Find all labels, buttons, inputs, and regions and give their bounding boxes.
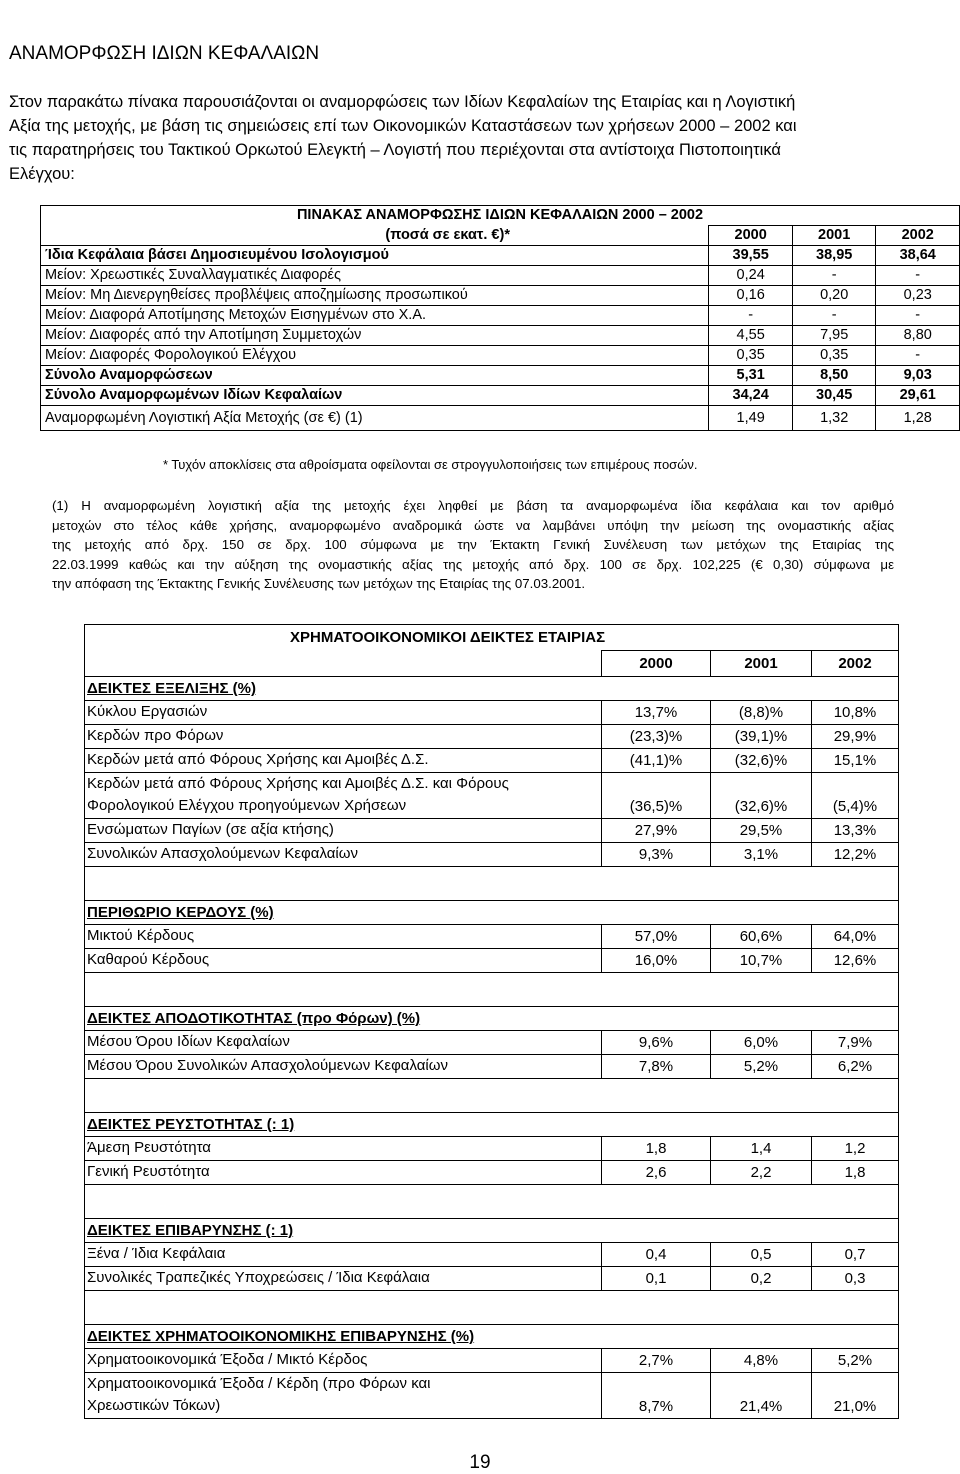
row-label: Μείον: Διαφορές Φορολογικού Ελέγχου xyxy=(41,346,709,366)
restatement-row xyxy=(41,346,960,366)
ratio-row xyxy=(85,701,899,725)
row-value: 1,28 xyxy=(876,406,960,431)
row-value: 8,50 xyxy=(792,366,876,386)
intro-line: Στον παρακάτω πίνακα παρουσιάζονται οι αναμορφώσεις των Ιδίων Κεφαλαίων της Εταιρίας και η Λογιστική xyxy=(9,93,796,111)
section-header-row xyxy=(85,1113,899,1137)
ratio-value: (32,6)% xyxy=(711,773,812,819)
row-value: 0,35 xyxy=(709,346,793,366)
ratio-label xyxy=(85,701,602,725)
ratio-value: 64,0% xyxy=(812,925,899,949)
ratio-row xyxy=(85,749,899,773)
row-value: 38,64 xyxy=(876,246,960,266)
section-title: ΔΕΙΚΤΕΣ ΡΕΥΣΤΟΤΗΤΑΣ (: 1) xyxy=(85,1113,899,1137)
ratio-label xyxy=(85,843,602,867)
ratio-value: (8,8)% xyxy=(711,701,812,725)
year-header: 2000 xyxy=(709,226,793,246)
note-line: 22.03.1999 καθώς και την αύξηση της ονομαστικής αξίας της μετοχής από δρχ. 100 σε δρχ. 102,225 (€ 0,30) σύμφωνα με xyxy=(52,556,894,572)
restatement-row xyxy=(41,266,960,286)
ratio-row xyxy=(85,1243,899,1267)
ratio-value: 15,1% xyxy=(812,749,899,773)
restatement-row xyxy=(41,246,960,266)
row-value: 0,16 xyxy=(709,286,793,306)
ratio-row xyxy=(85,725,899,749)
section-spacer xyxy=(85,867,899,901)
ratio-value: 10,7% xyxy=(711,949,812,973)
ratio-label-line: Χρηματοοικονομικά Έξοδα / Μικτό Κέρδος xyxy=(87,1351,368,1368)
ratio-label-line: Κερδών μετά από Φόρους Χρήσης και Αμοιβές Δ.Σ. και Φόρους xyxy=(87,775,509,792)
ratio-row xyxy=(85,843,899,867)
ratio-label-line: Ξένα / Ίδια Κεφάλαια xyxy=(87,1245,226,1262)
restatement-row xyxy=(41,326,960,346)
ratio-value: 6,0% xyxy=(711,1031,812,1055)
ratio-row xyxy=(85,925,899,949)
ratio-label xyxy=(85,1031,602,1055)
ratio-value: 0,7 xyxy=(812,1243,899,1267)
ratio-value: 6,2% xyxy=(812,1055,899,1079)
ratio-row xyxy=(85,1349,899,1373)
restatement-row xyxy=(41,386,960,406)
ratio-value: 21,0% xyxy=(812,1373,899,1419)
year-header: 2001 xyxy=(792,226,876,246)
row-label: Μείον: Χρεωστικές Συναλλαγματικές Διαφορές xyxy=(41,266,709,286)
ratio-label-line: Καθαρού Κέρδους xyxy=(87,951,210,968)
ratio-row xyxy=(85,1267,899,1291)
restatement-row xyxy=(41,306,960,326)
ratio-value: 3,1% xyxy=(711,843,812,867)
ratio-value: 2,7% xyxy=(602,1349,711,1373)
ratio-value: 1,8 xyxy=(812,1161,899,1185)
ratio-value: 1,8 xyxy=(602,1137,711,1161)
ratio-value: 21,4% xyxy=(711,1373,812,1419)
row-label: Μείον: Διαφορές από την Αποτίμηση Συμμετοχών xyxy=(41,326,709,346)
row-value: - xyxy=(792,266,876,286)
ratio-row xyxy=(85,1031,899,1055)
ratio-label xyxy=(85,773,602,819)
ratio-value: 0,1 xyxy=(602,1267,711,1291)
ratio-label-line: Ενσώματων Παγίων (σε αξία κτήσης) xyxy=(87,821,334,838)
ratio-label xyxy=(85,1267,602,1291)
ratio-value: 2,6 xyxy=(602,1161,711,1185)
ratio-value: 7,9% xyxy=(812,1031,899,1055)
ratio-label-line: Γενική Ρευστότητα xyxy=(87,1163,210,1180)
table1-subtitle: (ποσά σε εκατ. €)* xyxy=(41,226,709,246)
ratio-value: (36,5)% xyxy=(602,773,711,819)
row-value: - xyxy=(792,306,876,326)
ratio-label-line: Συνολικών Απασχολούμενων Κεφαλαίων xyxy=(87,845,358,862)
section-header-row xyxy=(85,1325,899,1349)
section-spacer xyxy=(85,973,899,1007)
row-value: 1,49 xyxy=(709,406,793,431)
ratio-value: 0,3 xyxy=(812,1267,899,1291)
ratio-label-line: Άμεση Ρευστότητα xyxy=(87,1139,211,1156)
ratio-value: 2,2 xyxy=(711,1161,812,1185)
ratio-value: 8,7% xyxy=(602,1373,711,1419)
ratio-label xyxy=(85,925,602,949)
year-header: 2002 xyxy=(812,651,899,677)
ratio-value: 0,2 xyxy=(711,1267,812,1291)
row-value: 5,31 xyxy=(709,366,793,386)
section-spacer xyxy=(85,1185,899,1219)
restatement-row xyxy=(41,286,960,306)
row-value: - xyxy=(876,266,960,286)
ratio-label xyxy=(85,1243,602,1267)
row-value: 4,55 xyxy=(709,326,793,346)
ratio-value: (5,4)% xyxy=(812,773,899,819)
section-header-row xyxy=(85,1219,899,1243)
row-label: Αναμορφωμένη Λογιστική Αξία Μετοχής (σε €) (1) xyxy=(41,406,709,431)
row-value: 38,95 xyxy=(792,246,876,266)
ratio-value: (41,1)% xyxy=(602,749,711,773)
ratio-value: (32,6)% xyxy=(711,749,812,773)
row-label: Μείον: Μη Διενεργηθείσες προβλέψεις αποζημίωσης προσωπικού xyxy=(41,286,709,306)
ratio-value: 27,9% xyxy=(602,819,711,843)
ratio-value: 0,4 xyxy=(602,1243,711,1267)
section-title: ΠΕΡΙΘΩΡΙΟ ΚΕΡΔΟΥΣ (%) xyxy=(85,901,899,925)
note-line: μετοχών στο τέλος κάθε χρήσης, αναμορφωμένο αναδρομικά ώστε να λαμβάνει υπόψη την μείωση της ονομαστικής αξίας xyxy=(52,517,894,533)
ratio-label-line: Κερδών μετά από Φόρους Χρήσης και Αμοιβές Δ.Σ. xyxy=(87,751,429,768)
section-header-row xyxy=(85,1007,899,1031)
ratio-row xyxy=(85,1055,899,1079)
intro-line: Αξία της μετοχής, με βάση τις σημειώσεις επί των Οικονομικών Καταστάσεων των χρήσεων 2000 – 2002 και xyxy=(9,117,797,135)
section-title: ΔΕΙΚΤΕΣ ΕΞΕΛΙΞΗΣ (%) xyxy=(85,677,899,701)
ratio-value: 12,2% xyxy=(812,843,899,867)
restatement-row xyxy=(41,406,960,431)
row-value: 29,61 xyxy=(876,386,960,406)
share-value-note xyxy=(52,496,894,594)
restatement-row xyxy=(41,366,960,386)
ratio-value: (23,3)% xyxy=(602,725,711,749)
ratio-label xyxy=(85,1373,602,1419)
table1-title: ΠΙΝΑΚΑΣ ΑΝΑΜΟΡΦΩΣΗΣ ΙΔΙΩΝ ΚΕΦΑΛΑΙΩΝ 2000 – 2002 xyxy=(41,206,960,226)
row-label: Μείον: Διαφορά Αποτίμησης Μετοχών Εισηγμένων στο Χ.Α. xyxy=(41,306,709,326)
ratio-label xyxy=(85,949,602,973)
row-value: 8,80 xyxy=(876,326,960,346)
row-label: Ίδια Κεφάλαια βάσει Δημοσιευμένου Ισολογισμού xyxy=(41,246,709,266)
ratio-value: 1,2 xyxy=(812,1137,899,1161)
section-header-row xyxy=(85,677,899,701)
ratio-row xyxy=(85,1373,899,1419)
ratio-label xyxy=(85,1161,602,1185)
row-value: 34,24 xyxy=(709,386,793,406)
ratio-label-line: Μικτού Κέρδους xyxy=(87,927,195,944)
page-number: 19 xyxy=(469,1452,491,1473)
ratio-value: 5,2% xyxy=(812,1349,899,1373)
year-header: 2001 xyxy=(711,651,812,677)
row-label: Σύνολο Αναμορφώσεων xyxy=(41,366,709,386)
row-value: - xyxy=(876,306,960,326)
ratio-label-line: Χρηματοοικονομικά Έξοδα / Κέρδη (προ Φόρων και xyxy=(87,1375,431,1392)
year-header: 2000 xyxy=(602,651,711,677)
rounding-footnote: * Τυχόν αποκλίσεις στα αθροίσματα οφείλονται σε στρογγυλοποιήσεις των επιμέρους ποσών. xyxy=(163,457,698,472)
note-line: την απόφαση της Έκτακτης Γενικής Συνέλευσης των μετόχων της Εταιρίας της 07.03.2001. xyxy=(52,576,586,591)
ratio-label-line: Χρεωστικών Τόκων) xyxy=(87,1397,221,1414)
ratio-label xyxy=(85,749,602,773)
intro-paragraph xyxy=(9,90,939,186)
intro-line: Ελέγχου: xyxy=(9,165,75,183)
ratio-row xyxy=(85,819,899,843)
ratio-row xyxy=(85,1161,899,1185)
note-line: (1) Η αναμορφωμένη λογιστική αξία της μετοχής έχει ληφθεί με βάση τα αναμορφωμένα ίδια κεφάλαια και τον αριθμό xyxy=(52,498,894,513)
ratio-value: 4,8% xyxy=(711,1349,812,1373)
section-spacer xyxy=(85,1079,899,1113)
ratio-value: 9,6% xyxy=(602,1031,711,1055)
ratio-label-line: Φορολογικού Ελέγχου προηγούμενων Χρήσεων xyxy=(87,797,407,814)
section-title: ΔΕΙΚΤΕΣ ΧΡΗΜΑΤΟΟΙΚΟΝΟΜΙΚΗΣ ΕΠΙΒΑΡΥΝΣΗΣ (%) xyxy=(85,1325,899,1349)
ratio-value: 5,2% xyxy=(711,1055,812,1079)
ratio-value: 60,6% xyxy=(711,925,812,949)
ratio-value: 29,5% xyxy=(711,819,812,843)
row-value: 1,32 xyxy=(792,406,876,431)
year-header: 2002 xyxy=(876,226,960,246)
ratio-value: 12,6% xyxy=(812,949,899,973)
row-value: 39,55 xyxy=(709,246,793,266)
ratio-value: (39,1)% xyxy=(711,725,812,749)
ratio-value: 13,3% xyxy=(812,819,899,843)
ratio-value: 29,9% xyxy=(812,725,899,749)
ratio-label xyxy=(85,1349,602,1373)
intro-line: τις παρατηρήσεις του Τακτικού Ορκωτού Ελεγκτή – Λογιστή που περιέχονται στα αντίστοιχα Πιστοποιητικά xyxy=(9,141,781,159)
ratio-value: 0,5 xyxy=(711,1243,812,1267)
ratio-value: 16,0% xyxy=(602,949,711,973)
ratio-value: 57,0% xyxy=(602,925,711,949)
row-value: 30,45 xyxy=(792,386,876,406)
ratio-label xyxy=(85,819,602,843)
ratio-label-line: Συνολικές Τραπεζικές Υποχρεώσεις / Ίδια Κεφάλαια xyxy=(87,1269,430,1286)
row-value: - xyxy=(709,306,793,326)
row-value: 7,95 xyxy=(792,326,876,346)
ratio-label-line: Μέσου Όρου Συνολικών Απασχολούμενων Κεφαλαίων xyxy=(87,1057,448,1074)
ratio-label-line: Κύκλου Εργασιών xyxy=(87,703,208,720)
table2-title: ΧΡΗΜΑΤΟΟΙΚΟΝΟΜΙΚΟΙ ΔΕΙΚΤΕΣ ΕΤΑΙΡΙΑΣ xyxy=(85,625,899,651)
section-title: ΔΕΙΚΤΕΣ ΑΠΟΔΟΤΙΚΟΤΗΤΑΣ (προ Φόρων) (%) xyxy=(85,1007,899,1031)
ratio-label xyxy=(85,725,602,749)
section-spacer xyxy=(85,1291,899,1325)
ratio-label xyxy=(85,1137,602,1161)
ratio-row xyxy=(85,773,899,819)
ratio-value: 10,8% xyxy=(812,701,899,725)
page-heading: ΑΝΑΜΟΡΦΩΣΗ ΙΔΙΩΝ ΚΕΦΑΛΑΙΩΝ xyxy=(9,43,320,64)
equity-restatement-table xyxy=(40,205,960,431)
note-line: της μετοχής από δρχ. 150 σε δρχ. 100 σύμφωνα με την Έκτακτη Γενική Συνέλευση των μετόχων της Εταιρίας της xyxy=(52,537,894,552)
row-value: 0,35 xyxy=(792,346,876,366)
section-title: ΔΕΙΚΤΕΣ ΕΠΙΒΑΡΥΝΣΗΣ (: 1) xyxy=(85,1219,899,1243)
financial-ratios-table xyxy=(84,624,899,1419)
row-value: 0,24 xyxy=(709,266,793,286)
ratio-label-line: Μέσου Όρου Ιδίων Κεφαλαίων xyxy=(87,1033,290,1050)
row-value: 0,20 xyxy=(792,286,876,306)
ratio-label-line: Κερδών προ Φόρων xyxy=(87,727,224,744)
section-header-row xyxy=(85,901,899,925)
ratio-value: 7,8% xyxy=(602,1055,711,1079)
ratio-value: 1,4 xyxy=(711,1137,812,1161)
row-value: 9,03 xyxy=(876,366,960,386)
ratio-value: 9,3% xyxy=(602,843,711,867)
ratio-label xyxy=(85,1055,602,1079)
ratio-row xyxy=(85,949,899,973)
row-value: - xyxy=(876,346,960,366)
row-value: 0,23 xyxy=(876,286,960,306)
ratio-value: 13,7% xyxy=(602,701,711,725)
ratio-row xyxy=(85,1137,899,1161)
row-label: Σύνολο Αναμορφωμένων Ιδίων Κεφαλαίων xyxy=(41,386,709,406)
